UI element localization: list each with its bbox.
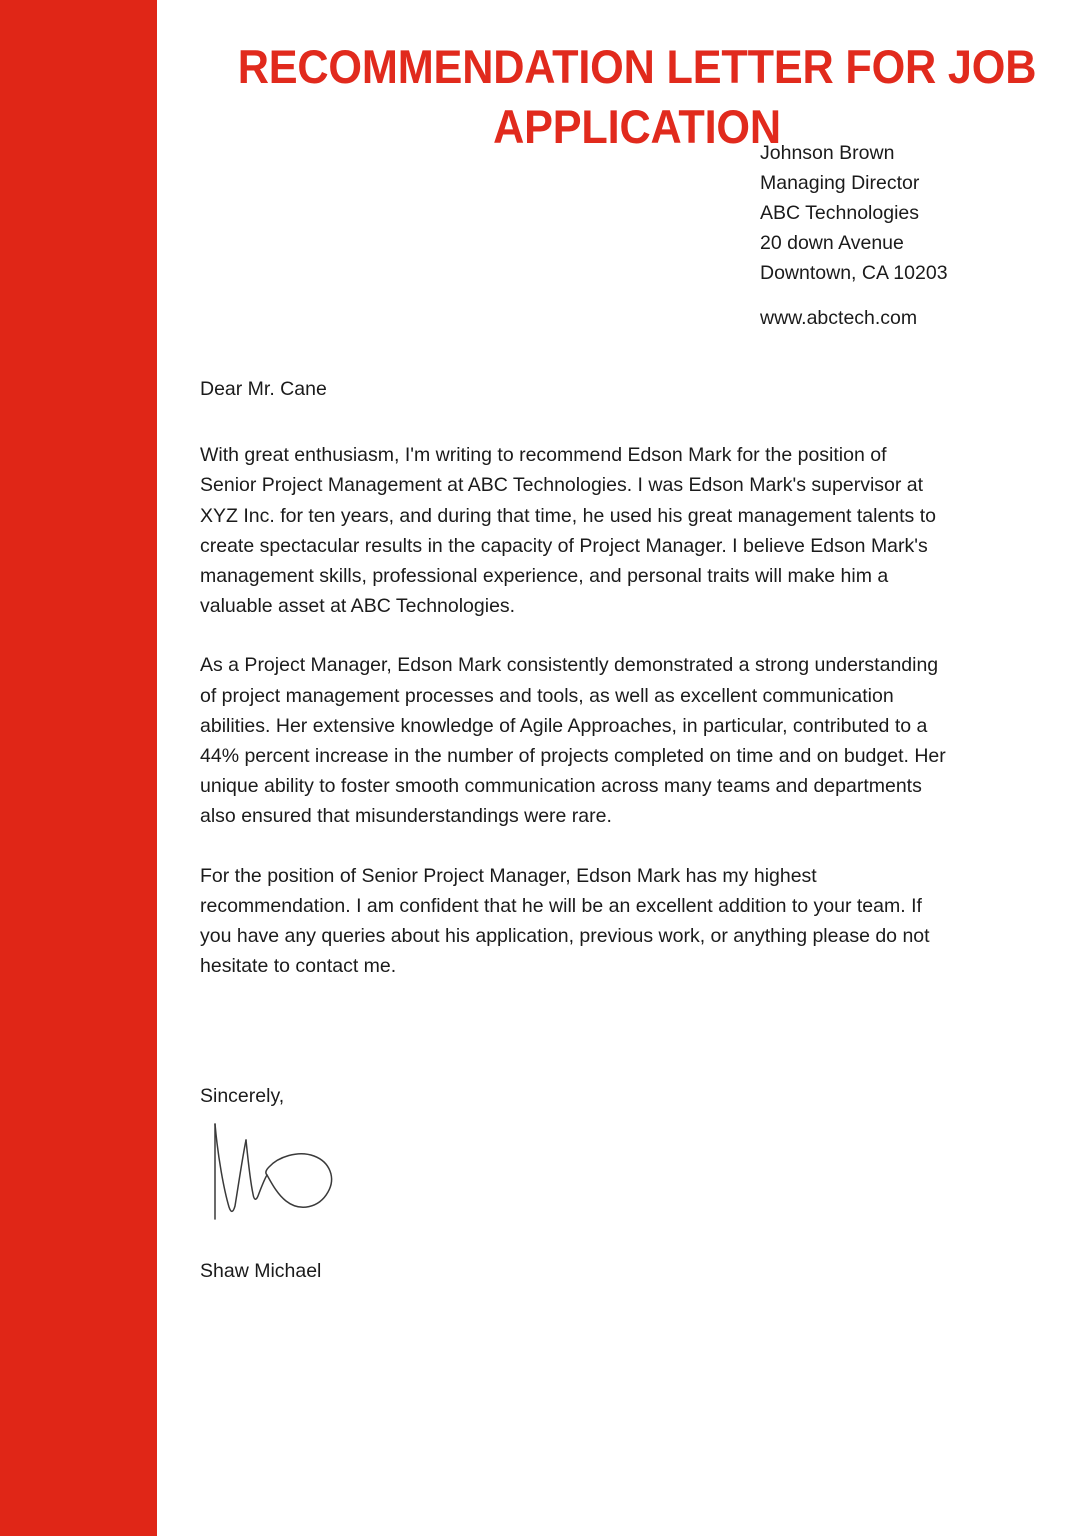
sender-company: ABC Technologies bbox=[760, 202, 919, 224]
decorative-red-sidebar bbox=[0, 0, 157, 1536]
sender-address-block bbox=[760, 138, 1086, 288]
sender-name: Johnson Brown bbox=[760, 142, 895, 164]
closing-salutation: Sincerely, bbox=[200, 1085, 285, 1107]
sender-job-title: Managing Director bbox=[760, 172, 920, 194]
sender-website: www.abctech.com bbox=[760, 307, 918, 329]
signer-name: Shaw Michael bbox=[200, 1260, 322, 1282]
handwritten-signature-icon bbox=[202, 1118, 347, 1223]
letter-content bbox=[157, 0, 1086, 1536]
letter-paragraph: With great enthusiasm, I'm writing to recommend Edson Mark for the position of Senior Project Management at ABC Technologies. I was Edson Mark's supervisor at XYZ Inc. for ten years, and during that time, he used his great management talents to create spectacular results in the capacity of Project Manager. I believe Edson Mark's management skills, professional experience, and personal traits will make him a valuable asset at ABC Technologies. bbox=[200, 444, 936, 618]
sender-street: 20 down Avenue bbox=[760, 232, 904, 254]
letter-paragraph: As a Project Manager, Edson Mark consistently demonstrated a strong understanding of project management processes and tools, as well as excellent communication abilities. Her extensive knowledge of Agile Approaches, in particular, contributed to a 44% percent increase in the number of projects completed on time and on budget. Her unique ability to foster smooth communication across many teams and departments also ensured that misunderstandings were rare. bbox=[200, 654, 946, 828]
letter-body bbox=[200, 374, 948, 981]
sender-city-state-zip: Downtown, CA 10203 bbox=[760, 262, 948, 284]
page-title: RECOMMENDATION LETTER FOR JOB APPLICATION bbox=[237, 40, 1037, 154]
letter-paragraph: For the position of Senior Project Manager, Edson Mark has my highest recommendation. I am confident that he will be an excellent addition to your team. If you have any queries about his application, previous work, or anything please do not hesitate to contact me. bbox=[200, 864, 930, 978]
salutation: Dear Mr. Cane bbox=[200, 378, 327, 400]
